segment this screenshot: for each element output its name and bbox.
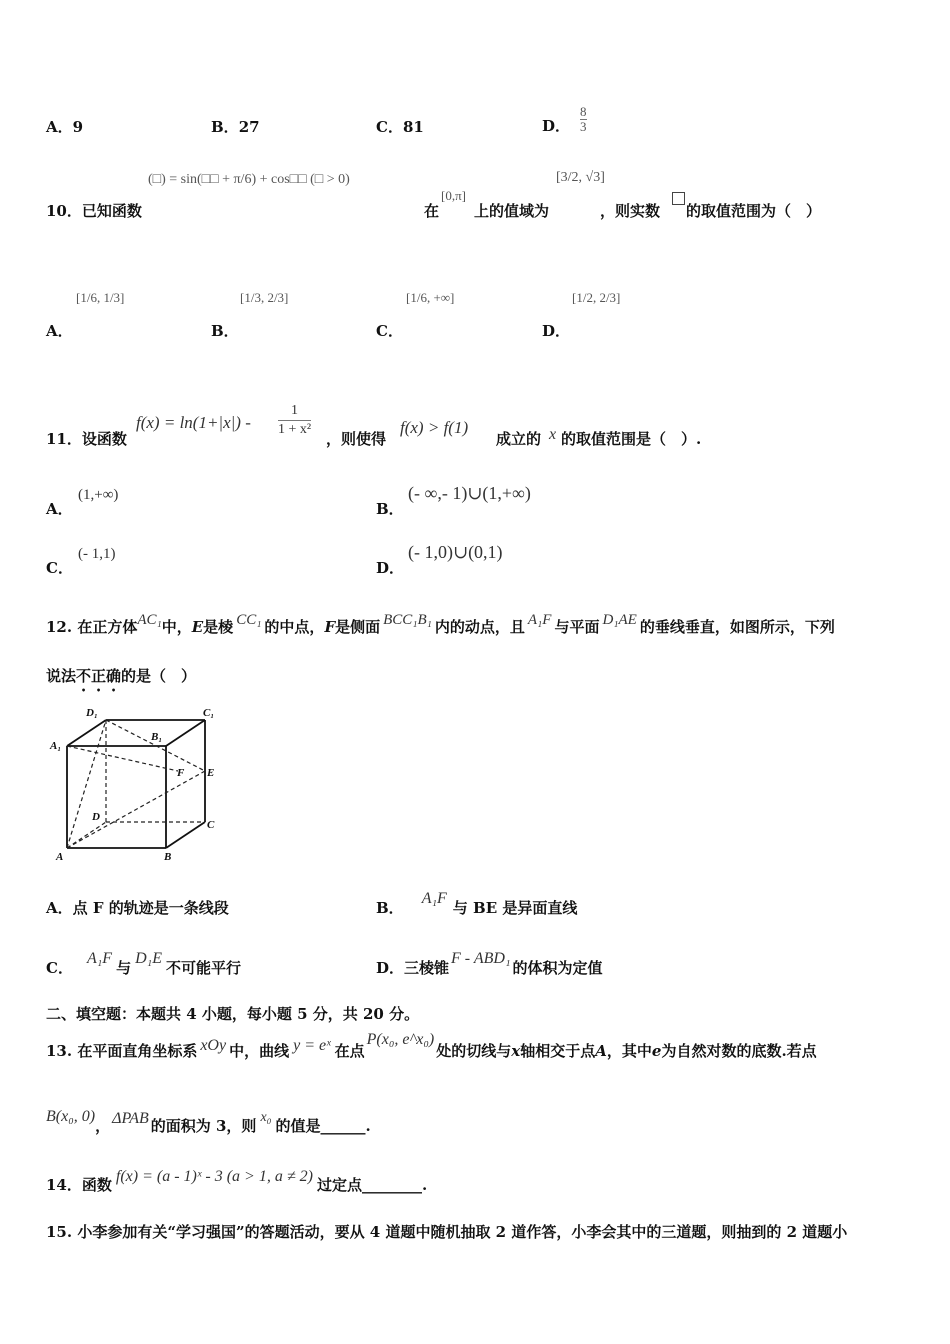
placeholder-box-icon (672, 188, 685, 206)
fig-label-b: B (164, 851, 172, 863)
q11-mid: ，则使得 (326, 430, 387, 448)
q12-option-d: D．三棱锥F - ABD₁的体积为定值 (376, 950, 603, 977)
q13-line1: 13. 在平面直角坐标系 xOy 中，曲线 y = eˣ 在点P(x₀, e^x₀)处的切线与x轴相交于点A，其中e为自然对数的底数.若点 (46, 1031, 817, 1060)
fig-label-d1: D₁ (86, 707, 98, 719)
cube-figure (48, 700, 228, 865)
q10-option-b-label: B． (211, 322, 239, 340)
q13-line2: B(x₀, 0)， ΔPAB 的面积为 3，则 x₀ 的值是______. (46, 1108, 371, 1135)
q15: 15. 小李参加有关“学习强国”的答题活动，要从 4 道题中随机抽取 2 道作答，小李会其中的三道题，则抽到的 2 道题小 (46, 1223, 848, 1241)
q10-interval: [0,π] (441, 188, 466, 203)
q11-option-a-label: A． (46, 500, 73, 518)
q12-line1: 12. 在正方体AC₁中，E是棱 CC₁ 的中点，F是侧面 BCC₁B₁ 内的动点，且 A₁F 与平面 D₁AE 的垂线垂直，如图所示，下列 (46, 612, 835, 636)
fig-label-e: E (207, 767, 215, 779)
q11-option-d-label: D． (376, 559, 405, 577)
q12-line2: 说法不正确的是（ ） (46, 667, 197, 685)
q10-option-d-label: D． (542, 322, 571, 340)
section-fill-in-heading: 二、填空题：本题共 4 小题，每小题 5 分，共 20 分。 (46, 1005, 420, 1023)
q11-inequality: f(x) > f(1) (400, 418, 469, 437)
q11-suffix2: 的取值范围是（ ）. (561, 430, 702, 448)
q11-option-d: (- 1,0)∪(0,1) (408, 542, 503, 562)
q10-option-b: [1/3, 2/3] (240, 290, 289, 305)
fig-label-d: D (92, 811, 100, 823)
q9-option-a: A．9 (46, 118, 84, 136)
fig-label-b1: B₁ (151, 731, 163, 743)
q11-option-b: (- ∞,- 1)∪(1,+∞) (408, 483, 531, 503)
fig-label-a: A (56, 851, 64, 863)
q11-option-b-label: B． (376, 500, 404, 518)
q11-function: f(x) = ln(1+|x|) - (136, 413, 251, 432)
fig-label-c1: C₁ (203, 707, 215, 719)
q10-option-a: [1/6, 1/3] (76, 290, 125, 305)
fig-label-a1: A₁ (50, 740, 62, 752)
fig-label-f: F (177, 767, 185, 779)
q11-option-c-label: C． (46, 559, 73, 577)
fig-label-c: C (207, 819, 215, 831)
q10-prefix: 10．已知函数 (46, 202, 142, 220)
q11-x: x (549, 426, 557, 443)
q11-fraction: $\frac{1}{\text{1 + x²}}$ (278, 403, 312, 437)
q10-option-a-label: A． (46, 322, 73, 340)
q9-option-d: D． $\frac{8}{3}$ (542, 104, 587, 135)
q9-option-c: C．81 (376, 118, 424, 136)
q12-option-c: C．A₁F与D₁E不可能平行 (46, 950, 241, 977)
q10-function-formula: (□) = sin(□□ + π/6) + cos□□ (□ > 0) (148, 172, 350, 187)
q11-option-c: (- 1,1) (78, 546, 116, 562)
q10-then: ，则实数 (600, 202, 661, 220)
q10-range-text: 上的值域为 (474, 202, 550, 220)
q10-option-c-label: C． (376, 322, 403, 340)
q12-option-a: A．点 F 的轨迹是一条线段 (46, 899, 229, 917)
q11-option-a: (1,+∞) (78, 487, 119, 503)
q11-prefix: 11．设函数 (46, 430, 127, 448)
q10-suffix: 的取值范围为（ ） (686, 202, 822, 220)
q10-option-c: [1/6, +∞] (406, 290, 455, 305)
q12-option-b: B．A₁F与 BE 是异面直线 (376, 890, 578, 917)
q10-in: 在 (424, 202, 440, 220)
q10-range-value: [3/2, √3] (556, 170, 605, 185)
q9-option-b: B．27 (211, 118, 260, 136)
q11-suffix1: 成立的 (496, 430, 542, 448)
q10-option-d: [1/2, 2/3] (572, 290, 621, 305)
q14: 14．函数 f(x) = (a - 1)ˣ - 3 (a > 1, a ≠ 2) 过定点________. (46, 1168, 428, 1194)
